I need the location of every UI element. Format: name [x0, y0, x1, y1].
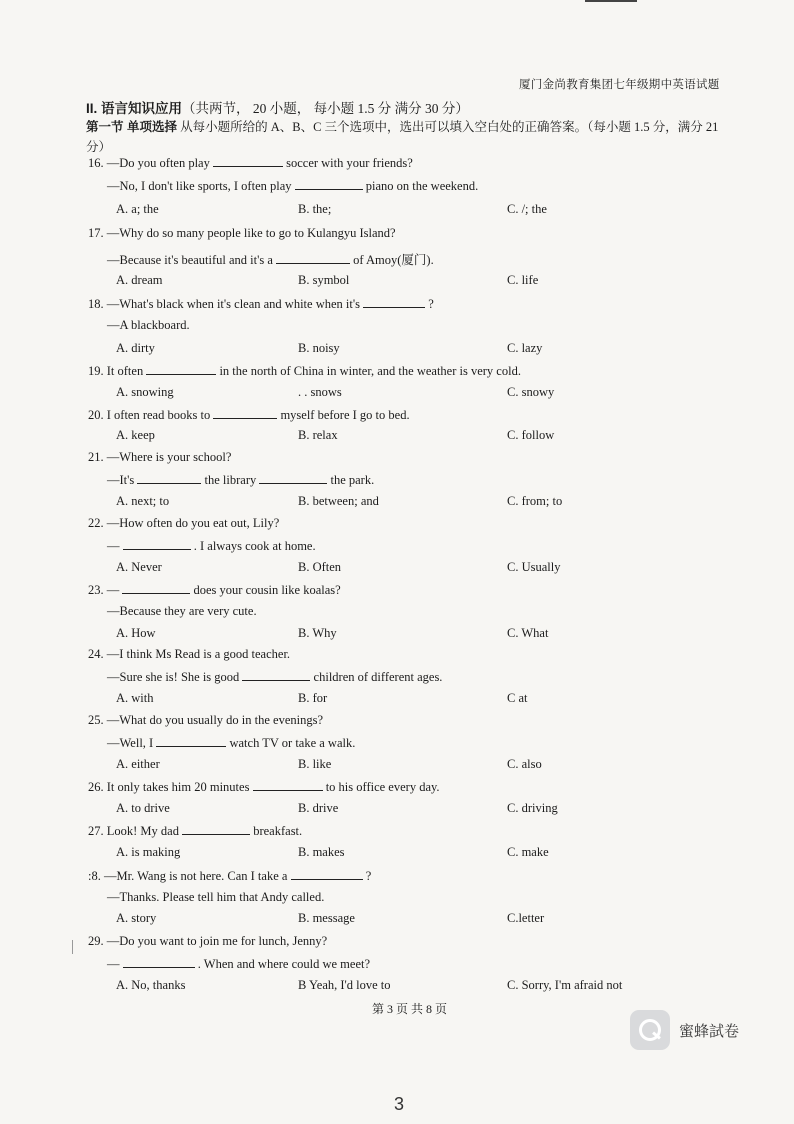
answer-option: . . snows [298, 385, 342, 399]
answer-option: B. Why [298, 626, 337, 640]
question-text: —A blackboard. [107, 318, 190, 332]
part-instruction: 从每小题所给的 A、B、C 三个选项中，选出可以填入空白处的正确答案。（每小题 1.5 分，满分 21 分） [86, 120, 719, 154]
question-text: piano on the weekend. [365, 179, 479, 193]
answer-option: C. lazy [507, 341, 543, 355]
answer-option: B. the; [298, 202, 332, 216]
answer-blank [363, 296, 425, 308]
question-text: —What do you usually do in the evenings? [106, 713, 324, 727]
scan-edge-mark [585, 0, 637, 2]
question-text: ? [428, 297, 434, 311]
margin-mark [72, 940, 73, 954]
question-line [107, 250, 434, 268]
question-line [107, 472, 374, 488]
question-stem [88, 407, 410, 423]
answer-option: B. symbol [298, 273, 350, 287]
answer-blank [137, 472, 201, 484]
answer-option: C. driving [507, 801, 558, 815]
question-number: 23. [88, 583, 104, 597]
question-text: the park. [330, 473, 375, 487]
question-line [107, 604, 257, 619]
answer-option: C.letter [507, 911, 545, 925]
question-text: ? [365, 869, 372, 883]
answer-blank [291, 868, 363, 880]
question-text: of Amoy(厦门). [353, 253, 434, 267]
answer-option: A. Never [116, 560, 162, 574]
question-text: watch TV or take a walk. [229, 736, 356, 750]
answer-blank [146, 363, 216, 375]
question-stem [88, 363, 521, 379]
scan-page-number: 3 [394, 1094, 405, 1114]
question-number: 19. [88, 364, 104, 378]
question-text: —Do you want to join me for lunch, Jenny? [106, 934, 328, 948]
question-text: —Because they are very cute. [107, 604, 257, 618]
question-text: —Because it's beautiful and it's a [107, 253, 273, 267]
question-text: . I always cook at home. [193, 539, 316, 553]
question-text: — [106, 583, 120, 597]
question-text: —Do you often play [106, 156, 210, 170]
question-stem [88, 713, 323, 728]
question-stem [88, 450, 231, 465]
answer-option: C. Usually [507, 560, 561, 574]
answer-blank [123, 956, 195, 968]
answer-blank [295, 178, 363, 190]
answer-option: A. is making [116, 845, 181, 859]
question-line [107, 538, 316, 554]
question-number: 29. [88, 934, 104, 948]
question-number: 22. [88, 516, 104, 530]
question-stem [88, 934, 327, 949]
answer-option: C. also [507, 757, 542, 771]
watermark [630, 1010, 739, 1050]
question-number: 18. [88, 297, 104, 311]
question-line [107, 735, 355, 751]
watermark-text: 蜜蜂試卷 [679, 1021, 740, 1040]
question-number: 25. [88, 713, 104, 727]
question-number: 24. [88, 647, 104, 661]
answer-blank [242, 669, 310, 681]
answer-option: A. with [116, 691, 154, 705]
question-text: in the north of China in winter, and the weather is very cold. [219, 364, 521, 378]
question-stem [88, 226, 396, 241]
answer-option: C. snowy [507, 385, 555, 399]
question-stem [88, 516, 279, 531]
question-stem [88, 582, 341, 598]
question-text: —I think Ms Read is a good teacher. [106, 647, 291, 661]
question-text: —How often do you eat out, Lily? [106, 516, 280, 530]
answer-option: A. dream [116, 273, 163, 287]
question-text: the library [204, 473, 257, 487]
answer-option: A. to drive [116, 801, 170, 815]
answer-option: A. How [116, 626, 156, 640]
page-footer: 第 3 页 共 8 页 [372, 1002, 448, 1016]
question-stem [88, 868, 371, 884]
question-text: breakfast. [253, 824, 303, 838]
answer-blank [182, 823, 250, 835]
answer-option: B. Often [298, 560, 342, 574]
exam-header: 厦门金尚教育集团七年级期中英语试题 [519, 79, 720, 91]
question-text: —No, I don't like sports, I often play [107, 179, 292, 193]
answer-option: B. between; and [298, 494, 379, 508]
question-text: —Mr. Wang is not here. Can I take a [103, 869, 288, 883]
answer-blank [213, 407, 277, 419]
question-line [107, 178, 478, 194]
answer-option: C. What [507, 626, 549, 640]
answer-option: A. No, thanks [116, 978, 186, 992]
answer-blank [122, 582, 190, 594]
question-stem [88, 155, 413, 171]
part-title [86, 117, 726, 157]
section-title [86, 97, 469, 117]
answer-blank [253, 779, 323, 791]
section-heading: II. 语言知识应用 [86, 101, 183, 116]
answer-blank [259, 472, 327, 484]
section-info: （共两节， 20 小题， 每小题 1.5 分 满分 30 分） [182, 101, 469, 116]
answer-blank [276, 252, 350, 264]
answer-option: C at [507, 691, 528, 705]
part-heading: 第一节 单项选择 [86, 120, 177, 134]
question-line [107, 956, 370, 972]
answer-option: B. drive [298, 801, 339, 815]
question-number: 21. [88, 450, 104, 464]
bee-logo-icon [630, 1010, 670, 1050]
question-stem [88, 779, 440, 795]
question-text: Look! My dad [106, 824, 179, 838]
answer-option: A. either [116, 757, 160, 771]
question-number: 20. [88, 408, 104, 422]
answer-option: C. life [507, 273, 539, 287]
question-stem [88, 296, 434, 312]
answer-option: A. story [116, 911, 157, 925]
answer-option: B. makes [298, 845, 345, 859]
answer-blank [156, 735, 226, 747]
answer-option: A. keep [116, 428, 155, 442]
answer-option: B. noisy [298, 341, 340, 355]
answer-option: B Yeah, I'd love to [298, 978, 391, 992]
answer-option: B. for [298, 691, 328, 705]
question-text: —Sure she is! She is good [107, 670, 240, 684]
question-stem [88, 647, 290, 662]
answer-option: C. make [507, 845, 549, 859]
question-text: —Thanks. Please tell him that Andy called. [107, 890, 325, 904]
answer-option: C. follow [507, 428, 555, 442]
question-text: does your cousin like koalas? [193, 583, 341, 597]
answer-option: B. like [298, 757, 332, 771]
question-number: 27. [88, 824, 104, 838]
question-text: . When and where could we meet? [197, 957, 371, 971]
question-text: — [107, 539, 120, 553]
question-line [107, 669, 442, 685]
question-stem [88, 823, 302, 839]
answer-option: A. next; to [116, 494, 170, 508]
answer-option: B. relax [298, 428, 338, 442]
question-text: It often [106, 364, 144, 378]
answer-option: C. from; to [507, 494, 563, 508]
question-text: — [107, 957, 120, 971]
question-number: 16. [88, 156, 104, 170]
question-text: to his office every day. [325, 780, 440, 794]
question-number: :8. [88, 869, 101, 883]
question-text: —Well, I [107, 736, 154, 750]
question-number: 17. [88, 226, 104, 240]
answer-option: C. /; the [507, 202, 547, 216]
answer-option: C. Sorry, I'm afraid not [507, 978, 623, 992]
question-number: 26. [88, 780, 104, 794]
question-text: soccer with your friends? [286, 156, 413, 170]
question-text: —Why do so many people like to go to Kulangyu Island? [106, 226, 396, 240]
question-text: —Where is your school? [106, 450, 232, 464]
question-text: myself before I go to bed. [280, 408, 410, 422]
question-text: I often read books to [106, 408, 211, 422]
question-text: —It's [107, 473, 135, 487]
answer-blank [123, 538, 191, 550]
question-line [107, 318, 190, 333]
answer-option: A. a; the [116, 202, 159, 216]
answer-option: B. message [298, 911, 355, 925]
question-text: It only takes him 20 minutes [106, 780, 250, 794]
answer-blank [213, 155, 283, 167]
answer-option: A. snowing [116, 385, 174, 399]
answer-option: A. dirty [116, 341, 155, 355]
question-line [107, 890, 324, 905]
question-text: children of different ages. [313, 670, 443, 684]
question-text: —What's black when it's clean and white when it's [106, 297, 360, 311]
